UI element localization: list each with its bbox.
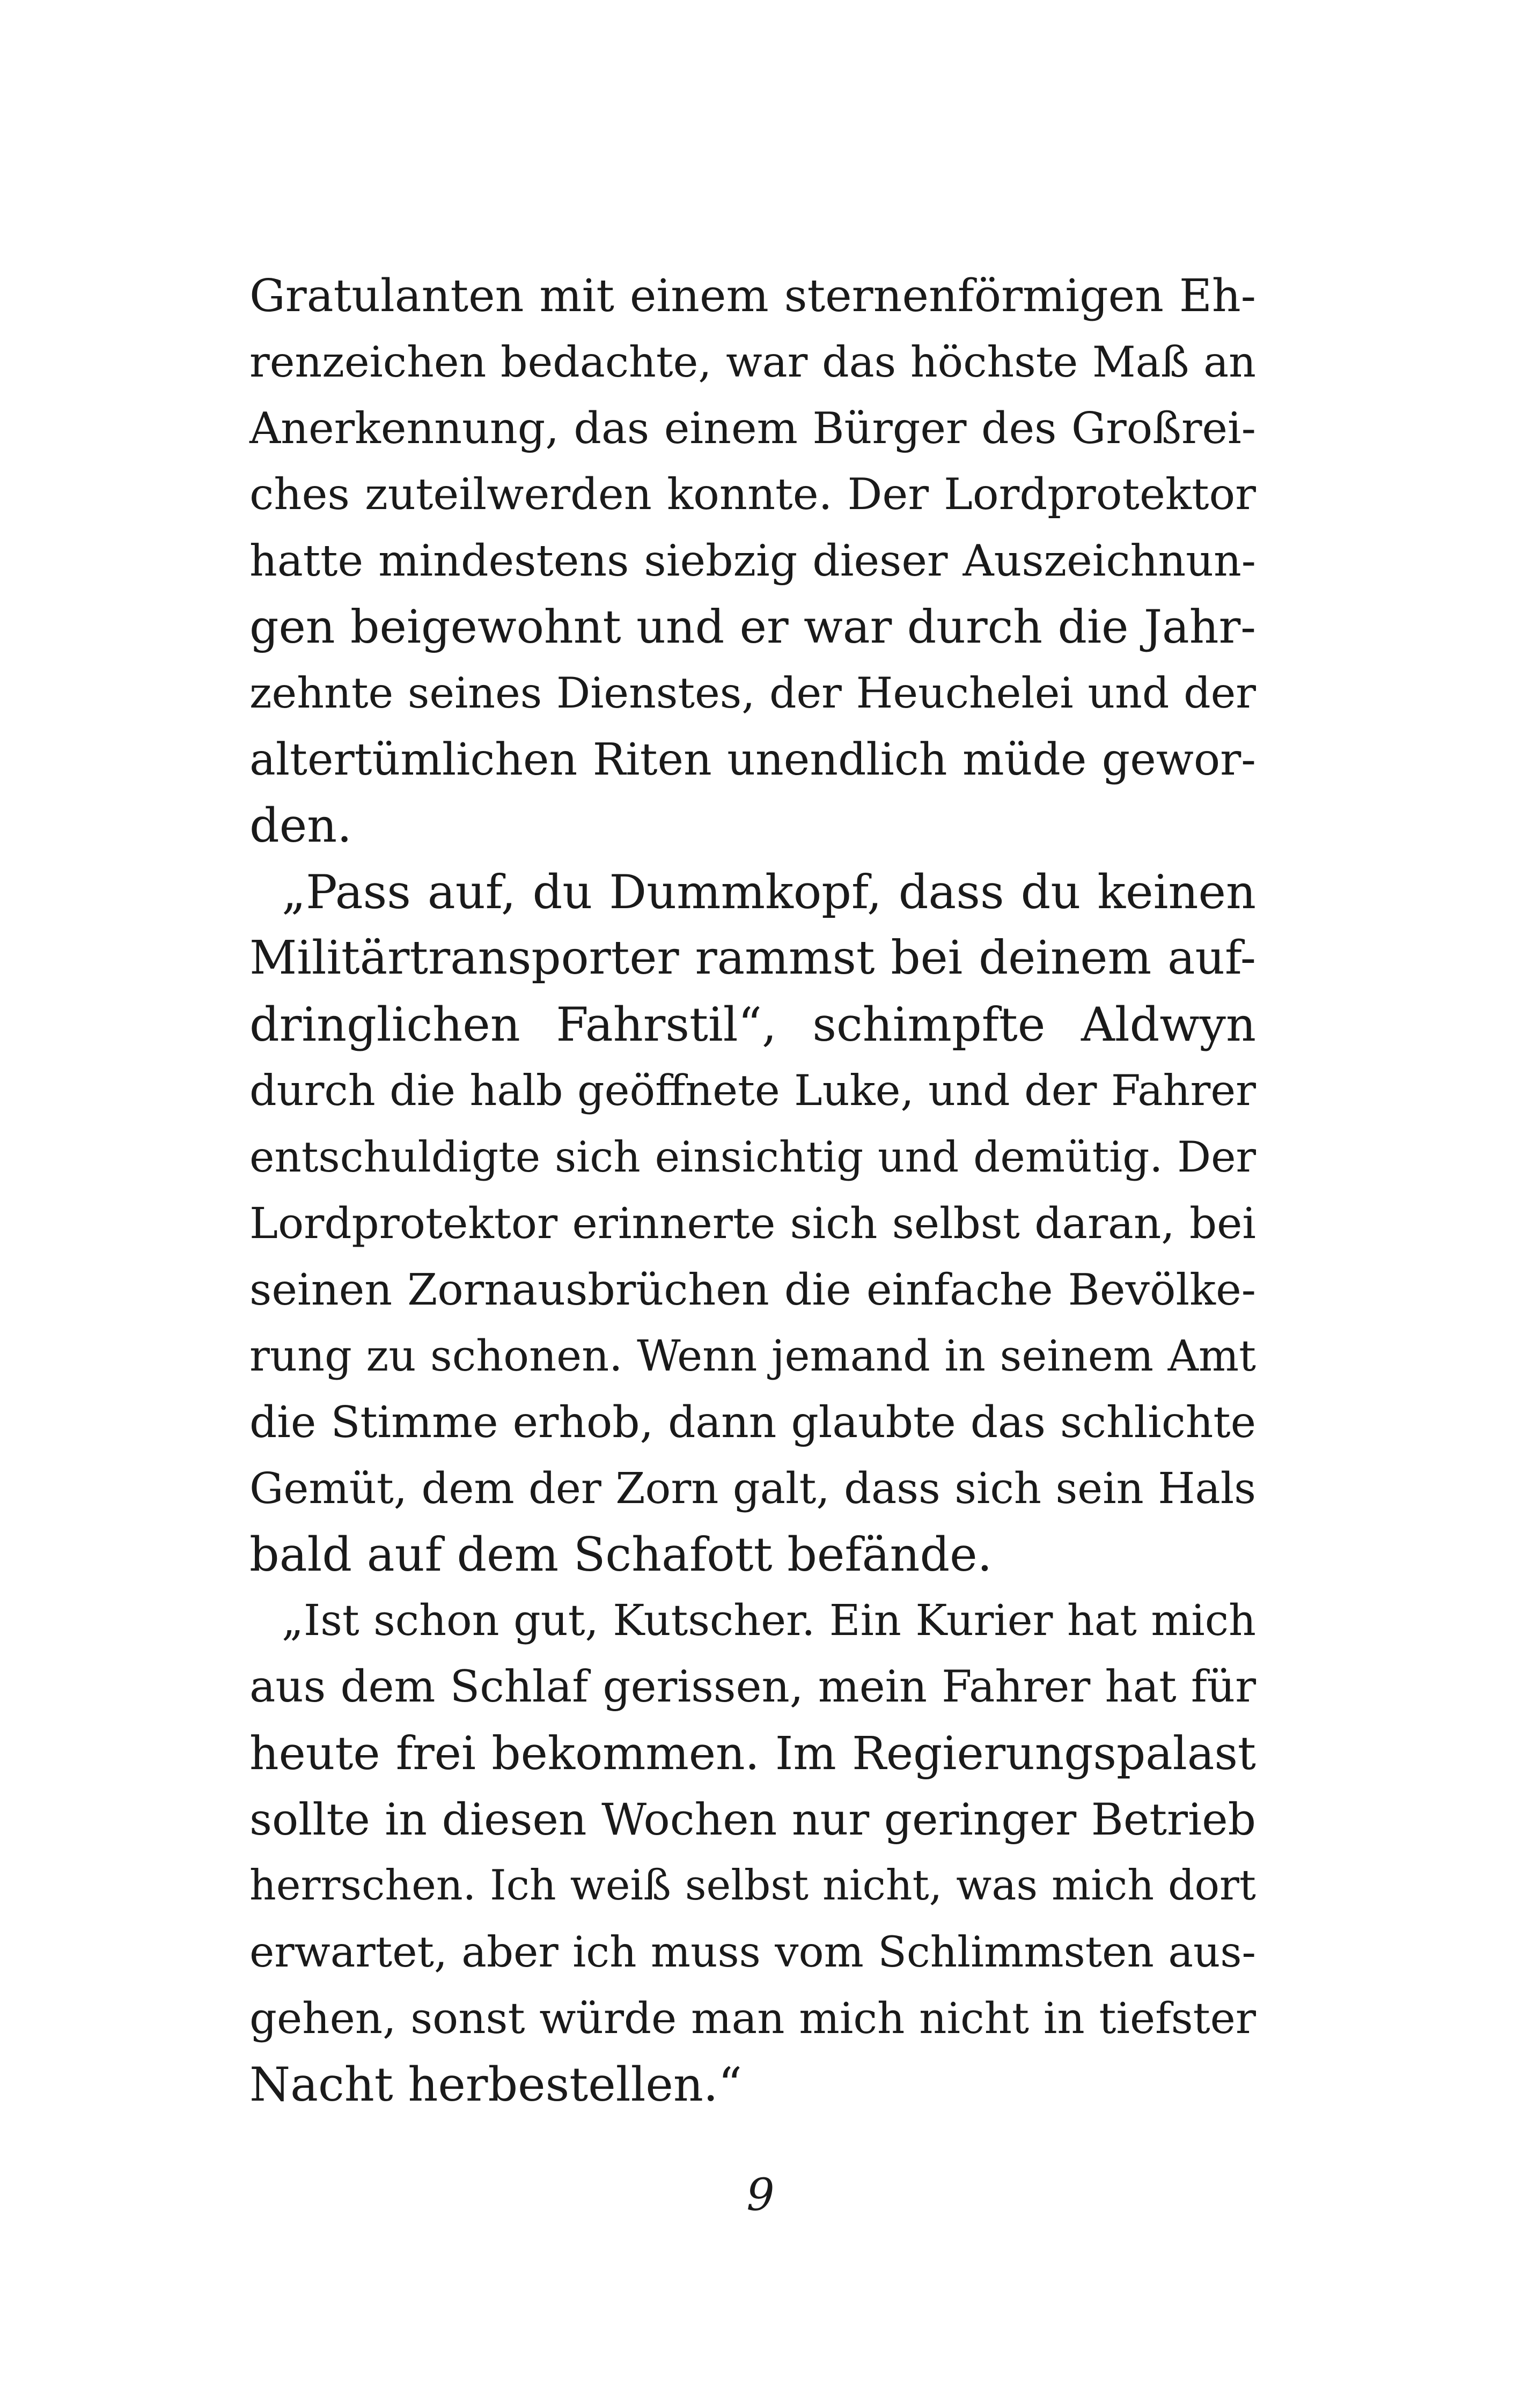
text-line: Gratulanten mit einem sternenförmigen Eh- [249, 269, 1256, 322]
text-line: hatte mindestens siebzig dieser Auszeichnun- [249, 535, 1256, 586]
text-line: den. [249, 798, 352, 853]
text-line: erwartet, aber ich muss vom Schlimmsten aus- [249, 1927, 1256, 1977]
text-line: Nacht herbestellen.“ [249, 2057, 743, 2112]
text-line: herrschen. Ich weiß selbst nicht, was mich dort [249, 1861, 1256, 1910]
paragraph [249, 263, 1256, 859]
text-line: „Ist schon gut, Kutscher. Ein Kurier hat mich [282, 1596, 1256, 1645]
text-line: Anerkennung, das einem Bürger des Großrei- [249, 403, 1256, 453]
text-line: seinen Zornausbrüchen die einfache Bevölke- [249, 1264, 1256, 1315]
text-line: zehnte seines Dienstes, der Heuchelei und der [249, 668, 1256, 718]
text-line: gehen, sonst würde man mich nicht in tiefster [249, 1993, 1256, 2043]
text-line: rung zu schonen. Wenn jemand in seinem Amt [249, 1331, 1256, 1381]
text-line: entschuldigte sich einsichtig und demütig. Der [249, 1132, 1256, 1182]
text-line: Lordprotektor erinnerte sich selbst daran, bei [249, 1198, 1256, 1248]
text-line: aus dem Schlaf gerissen, mein Fahrer hat für [249, 1661, 1256, 1712]
text-line: heute frei bekommen. Im Regierungspalast [249, 1727, 1256, 1780]
body-text [249, 263, 1256, 2118]
text-line: „Pass auf, du Dummkopf, dass du keinen [282, 864, 1256, 919]
text-line: dringlichen Fahrstil“, schimpfte Aldwyn [249, 997, 1256, 1052]
text-line: Gemüt, dem der Zorn galt, dass sich sein Hals [249, 1463, 1256, 1513]
text-line: die Stimme erhob, dann glaubte das schlichte [249, 1397, 1256, 1447]
text-line: renzeichen bedachte, war das höchste Maß an [249, 337, 1256, 387]
text-line: bald auf dem Schafott befände. [249, 1527, 993, 1582]
text-line: sollte in diesen Wochen nur geringer Betrieb [249, 1794, 1256, 1845]
paragraph [249, 859, 1256, 1588]
text-line: gen beigewohnt und er war durch die Jahr- [249, 600, 1256, 654]
text-line: ches zuteilwerden konnte. Der Lordprotektor [249, 469, 1256, 520]
page-number: 9 [746, 2170, 775, 2221]
paragraph [249, 1588, 1256, 2118]
text-line: Militärtransporter rammst bei deinem auf- [249, 931, 1256, 985]
text-line: durch die halb geöffnete Luke, und der Fahrer [249, 1066, 1256, 1115]
text-line: altertümlichen Riten unendlich müde gewor- [249, 734, 1256, 785]
